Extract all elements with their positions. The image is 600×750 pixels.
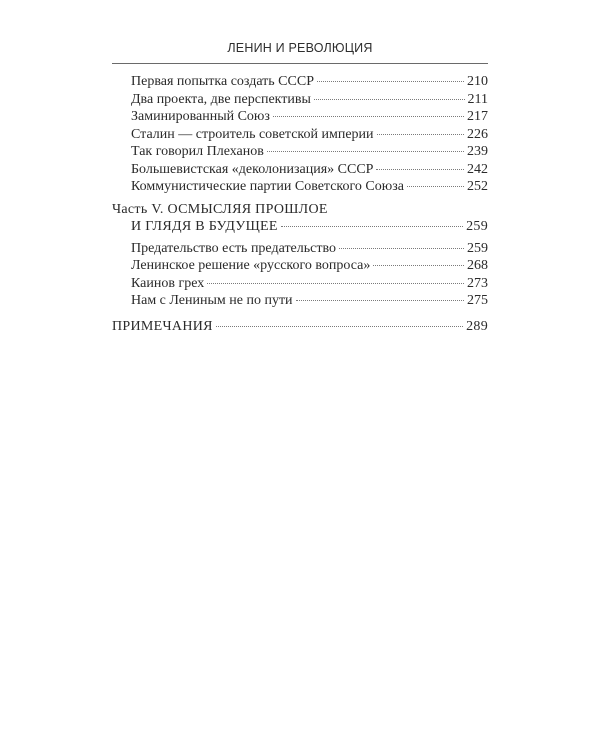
toc-entry-page: 268 bbox=[467, 258, 488, 273]
toc-entry bbox=[112, 73, 488, 91]
dot-leader bbox=[273, 116, 464, 117]
toc-entry-title: Каинов грех bbox=[131, 275, 205, 291]
dot-leader bbox=[376, 169, 464, 170]
dot-leader bbox=[377, 134, 464, 135]
part-title-line-2-row bbox=[112, 218, 488, 236]
part-entries bbox=[112, 240, 488, 310]
part-page: 259 bbox=[466, 219, 488, 234]
toc-entry-title: Большевистская «деколонизация» СССР bbox=[131, 161, 374, 177]
toc-entry-page: 275 bbox=[467, 293, 488, 308]
header-rule bbox=[112, 63, 488, 64]
toc-entry-title: Два проекта, две перспективы bbox=[131, 91, 311, 107]
toc-entry bbox=[112, 240, 488, 258]
toc-entry bbox=[112, 108, 488, 126]
toc-entry-page: 252 bbox=[467, 179, 488, 194]
notes-title: ПРИМЕЧАНИЯ bbox=[112, 318, 213, 334]
toc-entry-page: 226 bbox=[467, 126, 488, 142]
dot-leader bbox=[373, 265, 464, 266]
toc-entry bbox=[112, 178, 488, 196]
toc-entry-title: Так говорил Плеханов bbox=[131, 144, 264, 159]
toc-entry bbox=[112, 143, 488, 161]
toc-entry-title: Сталин — строитель советской империи bbox=[131, 126, 374, 142]
toc-entry bbox=[112, 126, 488, 144]
toc-entry-page: 242 bbox=[467, 161, 488, 177]
toc-entry-title: Коммунистические партии Советского Союза bbox=[131, 179, 404, 194]
toc-entry bbox=[112, 275, 488, 293]
toc-entry-page: 211 bbox=[467, 91, 488, 107]
toc-entry-title: Заминированный Союз bbox=[131, 109, 270, 124]
toc-entry-page: 217 bbox=[467, 109, 488, 124]
toc-entry-page: 210 bbox=[467, 74, 488, 89]
dot-leader bbox=[207, 283, 464, 284]
part-title-line-2: И ГЛЯДЯ В БУДУЩЕЕ bbox=[131, 219, 278, 234]
dot-leader bbox=[296, 300, 464, 301]
toc-part-heading bbox=[112, 201, 488, 236]
toc-entry-page: 273 bbox=[467, 275, 488, 291]
toc-entry bbox=[112, 91, 488, 109]
dot-leader bbox=[216, 326, 463, 327]
table-of-contents bbox=[112, 73, 488, 335]
dot-leader bbox=[281, 226, 463, 227]
running-head: ЛЕНИН И РЕВОЛЮЦИЯ bbox=[227, 41, 373, 55]
toc-notes-entry bbox=[112, 318, 488, 336]
toc-entry bbox=[112, 257, 488, 275]
dot-leader bbox=[339, 248, 464, 249]
toc-entry-title: Нам с Лениным не по пути bbox=[131, 293, 293, 308]
dot-leader bbox=[267, 151, 464, 152]
part-title-line-1: Часть V. ОСМЫСЛЯЯ ПРОШЛОЕ bbox=[112, 201, 328, 217]
dot-leader bbox=[407, 186, 464, 187]
toc-entry-page: 239 bbox=[467, 144, 488, 159]
toc-entry-title: Ленинское решение «русского вопроса» bbox=[131, 258, 371, 273]
notes-page: 289 bbox=[466, 318, 488, 334]
toc-entry-title: Предательство есть предательство bbox=[131, 240, 336, 256]
dot-leader bbox=[314, 99, 465, 100]
toc-entry bbox=[112, 161, 488, 179]
toc-entry-page: 259 bbox=[467, 240, 488, 256]
toc-entry bbox=[112, 292, 488, 310]
toc-entry-title: Первая попытка создать СССР bbox=[131, 74, 314, 89]
dot-leader bbox=[317, 81, 464, 82]
